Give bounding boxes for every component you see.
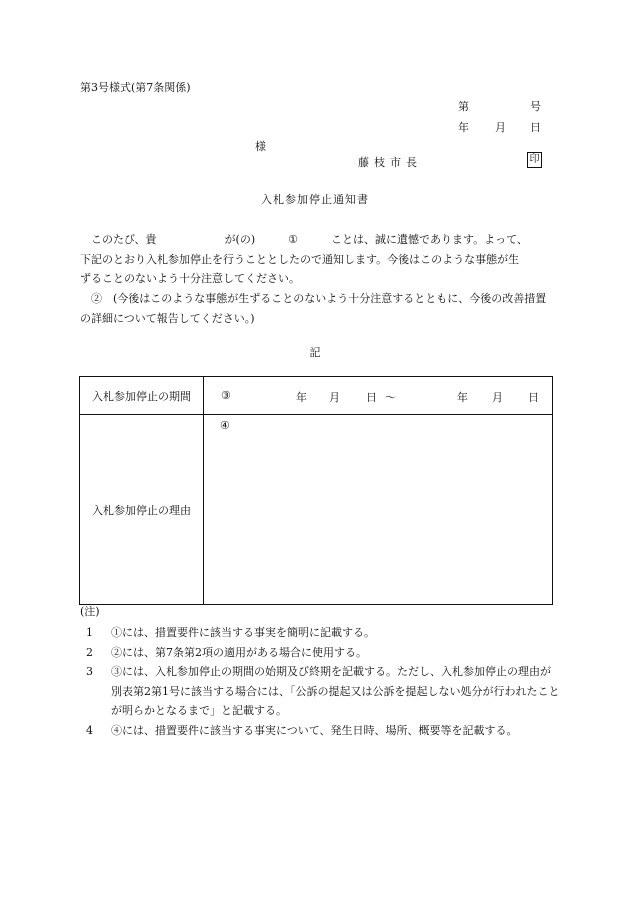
date-day: 日 <box>530 121 541 134</box>
note-number: 1 <box>86 626 93 639</box>
note-item <box>80 623 560 643</box>
end-month: 月 <box>492 391 503 404</box>
seal-mark: 印 <box>527 152 542 168</box>
note-item <box>80 643 560 663</box>
start-day: 日 <box>366 391 377 404</box>
start-year: 年 <box>296 391 307 404</box>
note-text: ④には、措置要件に該当する事実について、発生日時、場所、概要等を記載する。 <box>111 723 518 737</box>
end-year: 年 <box>457 391 468 404</box>
date-month: 月 <box>495 121 506 134</box>
start-month: 月 <box>329 391 340 404</box>
body-paragraph-1 <box>80 230 552 289</box>
note-text: ①には、措置要件に該当する事実を簡明に記載する。 <box>111 626 375 639</box>
note-number: 4 <box>86 723 93 737</box>
reason-row <box>80 415 553 605</box>
reason-mark: ④ <box>204 415 553 605</box>
number-suffix: 号 <box>530 100 541 113</box>
period-row <box>80 377 553 415</box>
range-tilde: ～ <box>385 391 396 404</box>
note-number: 3 <box>86 665 93 678</box>
note-text: ②には、第7条第2項の適用がある場合に使用する。 <box>111 645 367 659</box>
period-mark: ③ <box>221 389 231 402</box>
addressee-suffix: 様 <box>255 140 266 153</box>
body-paragraph-2 <box>80 289 552 328</box>
note-text: ③には、入札参加停止の期間の始期及び終期を記載する。ただし、入札参加停止の理由が別表第2第1号に該当する場合には、「公訴の提起又は公訴を提起しない処分が行われたことが明らかとなるまで」と記載する。 <box>111 665 560 717</box>
note-item <box>80 662 560 721</box>
issuer: 藤枝市長 <box>358 156 422 169</box>
p1-line3: ずることのないよう十分注意してください。 <box>80 272 300 285</box>
p1-line1-c: ① <box>288 233 299 246</box>
period-label: 入札参加停止の期間 <box>80 377 204 415</box>
suspension-table <box>79 376 553 605</box>
number-prefix: 第 <box>458 100 469 113</box>
notes-heading: (注) <box>80 605 100 618</box>
p1-line1-b: が(の) <box>224 233 256 246</box>
p1-line1-a: このたび、貴 <box>91 233 157 246</box>
reason-label: 入札参加停止の理由 <box>80 415 204 605</box>
period-cell <box>204 377 553 415</box>
document-title: 入札参加停止通知書 <box>261 193 369 206</box>
p1-line2: 下記のとおり入札参加停止を行うこととしたので通知します。今後はこのような事態が生 <box>80 252 520 266</box>
date-year: 年 <box>458 121 469 134</box>
form-label: 第3号様式(第7条関係) <box>80 81 191 94</box>
p1-line1-d: ことは、誠に遺憾であります。よって、 <box>331 233 528 246</box>
p2-text: ② (今後はこのような事態が生ずることのないよう十分注意するとともに、今後の改善措置の詳細について報告してください。) <box>80 292 547 325</box>
note-item <box>80 721 560 741</box>
notes-list <box>80 623 560 740</box>
ki-heading: 記 <box>309 346 321 359</box>
end-day: 日 <box>528 391 539 404</box>
note-number: 2 <box>86 645 93 659</box>
